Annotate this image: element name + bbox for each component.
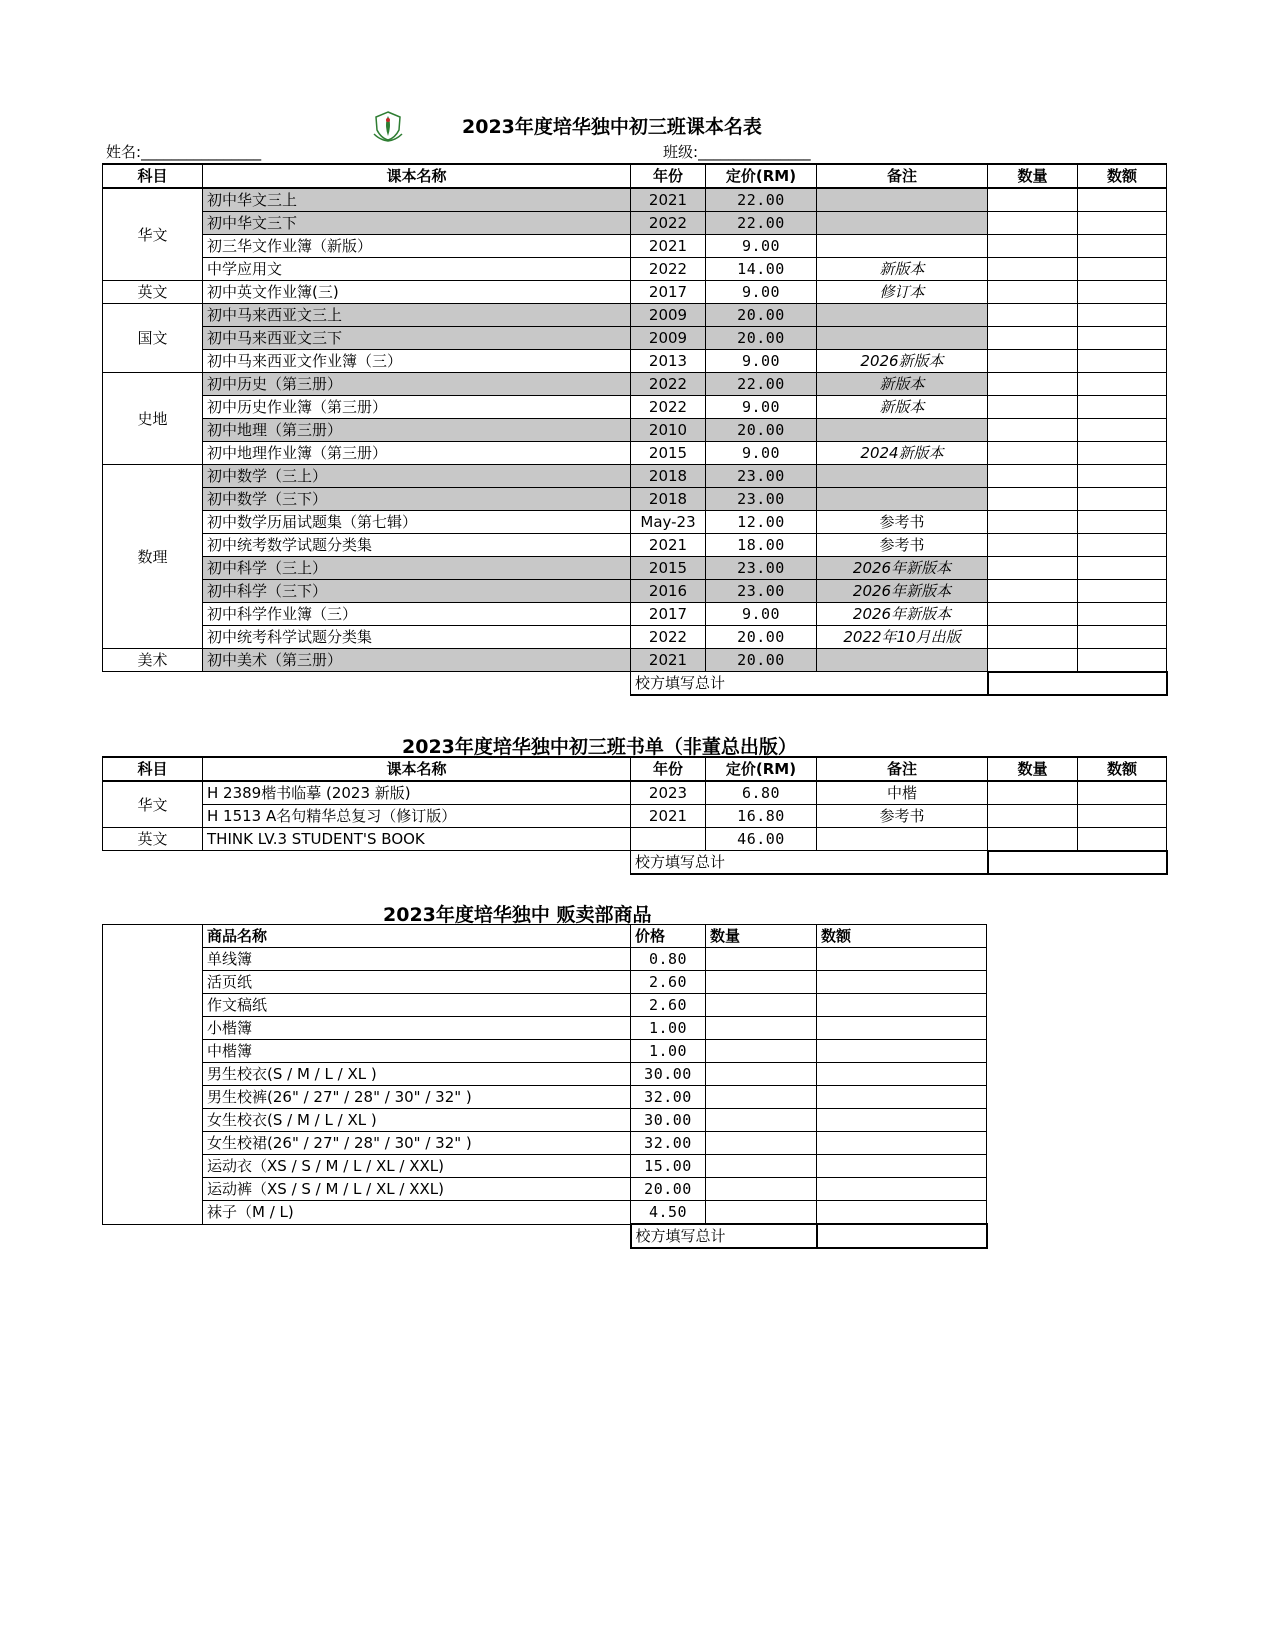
- name-label: 姓名:: [106, 143, 142, 161]
- price-cell: 30.00: [631, 1063, 706, 1086]
- blank-cell: [103, 851, 631, 875]
- book-name-cell: 初中统考数学试题分类集: [203, 534, 631, 557]
- column-header: 商品名称: [203, 925, 631, 948]
- note-cell: [817, 304, 988, 327]
- item-name-cell: 男生校衣(S / M / L / XL ): [203, 1063, 631, 1086]
- price-cell: 9.00: [706, 281, 817, 304]
- column-header: 课本名称: [203, 164, 631, 188]
- name-blank[interactable]: ________________: [141, 143, 262, 161]
- shop-item-row: [103, 1178, 987, 1201]
- book-row: [103, 465, 1167, 488]
- column-header: 数量: [988, 757, 1078, 781]
- quantity-cell[interactable]: [706, 948, 817, 971]
- nonpublisher-book-table: [102, 756, 1168, 875]
- year-cell: 2021: [631, 235, 706, 258]
- quantity-cell[interactable]: [706, 1178, 817, 1201]
- amount-cell[interactable]: [817, 1132, 987, 1155]
- amount-cell[interactable]: [1078, 304, 1167, 327]
- shop-item-row: [103, 1155, 987, 1178]
- amount-cell[interactable]: [1078, 350, 1167, 373]
- shop-item-row: [103, 1132, 987, 1155]
- book-row: [103, 350, 1167, 373]
- quantity-cell[interactable]: [988, 465, 1078, 488]
- quantity-cell[interactable]: [988, 603, 1078, 626]
- book-name-cell: 初中地理作业簿（第三册）: [203, 442, 631, 465]
- column-header: 数量: [706, 925, 817, 948]
- price-cell: 20.00: [706, 649, 817, 672]
- note-cell: 中楷: [817, 781, 988, 805]
- quantity-cell[interactable]: [988, 534, 1078, 557]
- year-cell: 2015: [631, 442, 706, 465]
- book-row: [103, 580, 1167, 603]
- subject-cell: 英文: [103, 828, 203, 851]
- book-name-cell: 初中马来西亚文三上: [203, 304, 631, 327]
- year-cell: 2015: [631, 557, 706, 580]
- item-name-cell: 中楷簿: [203, 1040, 631, 1063]
- note-cell: 2026年新版本: [817, 603, 988, 626]
- book-row: [103, 805, 1167, 828]
- class-blank[interactable]: _______________: [698, 143, 811, 161]
- price-cell: 46.00: [706, 828, 817, 851]
- book-row: [103, 235, 1167, 258]
- book-name-cell: 初中数学历届试题集（第七辑）: [203, 511, 631, 534]
- price-cell: 2.60: [631, 994, 706, 1017]
- book-name-cell: 初中历史作业簿（第三册）: [203, 396, 631, 419]
- quantity-cell[interactable]: [988, 212, 1078, 235]
- price-cell: 14.00: [706, 258, 817, 281]
- quantity-cell[interactable]: [988, 281, 1078, 304]
- note-cell: 新版本: [817, 373, 988, 396]
- quantity-cell[interactable]: [988, 580, 1078, 603]
- price-cell: 23.00: [706, 580, 817, 603]
- shop-item-row: [103, 1063, 987, 1086]
- book-name-cell: 初中科学（三下）: [203, 580, 631, 603]
- quantity-cell[interactable]: [706, 971, 817, 994]
- class-line: [663, 141, 811, 162]
- note-cell: [817, 235, 988, 258]
- item-name-cell: 女生校裙(26" / 27" / 28" / 30" / 32" ): [203, 1132, 631, 1155]
- amount-cell[interactable]: [1078, 781, 1167, 805]
- quantity-cell[interactable]: [988, 373, 1078, 396]
- column-header: 备注: [817, 757, 988, 781]
- page-title: 2023年度培华独中初三班课本名表: [462, 116, 762, 138]
- book-name-cell: H 1513 A名句精华总复习（修订版）: [203, 805, 631, 828]
- total-label: 校方填写总计: [631, 672, 988, 696]
- item-name-cell: 单线簿: [203, 948, 631, 971]
- quantity-cell[interactable]: [706, 1063, 817, 1086]
- note-cell: [817, 327, 988, 350]
- year-cell: [631, 828, 706, 851]
- year-cell: 2018: [631, 465, 706, 488]
- price-cell: 20.00: [631, 1178, 706, 1201]
- note-cell: 参考书: [817, 805, 988, 828]
- shop-item-row: [103, 1086, 987, 1109]
- quantity-cell[interactable]: [706, 1132, 817, 1155]
- amount-cell[interactable]: [1078, 327, 1167, 350]
- total-amount-cell[interactable]: [817, 1224, 987, 1248]
- amount-cell[interactable]: [1078, 442, 1167, 465]
- column-header: 年份: [631, 164, 706, 188]
- book-name-cell: THINK LV.3 STUDENT'S BOOK: [203, 828, 631, 851]
- price-cell: 9.00: [706, 350, 817, 373]
- book-name-cell: 初中华文三上: [203, 188, 631, 212]
- price-cell: 32.00: [631, 1086, 706, 1109]
- amount-cell[interactable]: [817, 994, 987, 1017]
- book-row: [103, 488, 1167, 511]
- quantity-cell[interactable]: [706, 1017, 817, 1040]
- quantity-cell[interactable]: [706, 1201, 817, 1225]
- book-row: [103, 534, 1167, 557]
- quantity-cell[interactable]: [988, 188, 1078, 212]
- quantity-cell[interactable]: [988, 626, 1078, 649]
- quantity-cell[interactable]: [988, 235, 1078, 258]
- book-name-cell: 初中科学（三上）: [203, 557, 631, 580]
- amount-cell[interactable]: [817, 1086, 987, 1109]
- quantity-cell[interactable]: [706, 1040, 817, 1063]
- item-name-cell: 活页纸: [203, 971, 631, 994]
- book-row: [103, 781, 1167, 805]
- price-cell: 9.00: [706, 396, 817, 419]
- blank-cell: [103, 672, 631, 696]
- year-cell: 2009: [631, 327, 706, 350]
- book-row: [103, 442, 1167, 465]
- column-header: 备注: [817, 164, 988, 188]
- price-cell: 22.00: [706, 212, 817, 235]
- book-name-cell: 初中科学作业簿（三）: [203, 603, 631, 626]
- table-header-row: [103, 164, 1167, 188]
- quantity-cell[interactable]: [988, 511, 1078, 534]
- note-cell: [817, 419, 988, 442]
- book-name-cell: 初中华文三下: [203, 212, 631, 235]
- price-cell: 15.00: [631, 1155, 706, 1178]
- price-cell: 16.80: [706, 805, 817, 828]
- price-cell: 20.00: [706, 327, 817, 350]
- price-cell: 9.00: [706, 603, 817, 626]
- total-amount-cell[interactable]: [988, 851, 1167, 875]
- book-name-cell: 初中英文作业簿(三): [203, 281, 631, 304]
- quantity-cell[interactable]: [988, 419, 1078, 442]
- item-name-cell: 男生校裤(26" / 27" / 28" / 30" / 32" ): [203, 1086, 631, 1109]
- column-header: 数额: [1078, 757, 1167, 781]
- book-name-cell: 初中美术（第三册）: [203, 649, 631, 672]
- price-cell: 6.80: [706, 781, 817, 805]
- amount-cell[interactable]: [1078, 534, 1167, 557]
- column-header: 科目: [103, 757, 203, 781]
- book-row: [103, 396, 1167, 419]
- shop-item-row: [103, 971, 987, 994]
- column-header: 定价(RM): [706, 164, 817, 188]
- blank-cell: [103, 1224, 631, 1248]
- subject-cell: 华文: [103, 188, 203, 281]
- amount-cell[interactable]: [1078, 580, 1167, 603]
- quantity-cell[interactable]: [706, 994, 817, 1017]
- book-row: [103, 603, 1167, 626]
- amount-cell[interactable]: [817, 1201, 987, 1225]
- note-cell: 参考书: [817, 534, 988, 557]
- column-header: 科目: [103, 164, 203, 188]
- price-cell: 22.00: [706, 373, 817, 396]
- shop-item-row: [103, 1201, 987, 1225]
- book-name-cell: 初中马来西亚文三下: [203, 327, 631, 350]
- book-row: [103, 511, 1167, 534]
- nonpublisher-list-title: 2023年度培华独中初三班书单（非董总出版）: [402, 736, 797, 758]
- price-cell: 9.00: [706, 442, 817, 465]
- total-row: [103, 1224, 987, 1248]
- note-cell: 2026年新版本: [817, 580, 988, 603]
- quantity-cell[interactable]: [988, 557, 1078, 580]
- book-row: [103, 281, 1167, 304]
- book-row: [103, 373, 1167, 396]
- price-cell: 20.00: [706, 626, 817, 649]
- note-cell: 新版本: [817, 396, 988, 419]
- amount-cell[interactable]: [1078, 373, 1167, 396]
- book-row: [103, 258, 1167, 281]
- book-row: [103, 419, 1167, 442]
- quantity-cell[interactable]: [988, 828, 1078, 851]
- year-cell: 2022: [631, 626, 706, 649]
- year-cell: May-23: [631, 511, 706, 534]
- note-cell: 新版本: [817, 258, 988, 281]
- price-cell: 20.00: [706, 419, 817, 442]
- class-label: 班级:: [663, 143, 699, 161]
- year-cell: 2022: [631, 396, 706, 419]
- quantity-cell[interactable]: [988, 396, 1078, 419]
- textbook-list-table: [102, 163, 1168, 696]
- item-name-cell: 运动裤（XS / S / M / L / XL / XXL): [203, 1178, 631, 1201]
- note-cell: 2024新版本: [817, 442, 988, 465]
- book-name-cell: 初中数学（三上）: [203, 465, 631, 488]
- book-row: [103, 626, 1167, 649]
- book-name-cell: 中学应用文: [203, 258, 631, 281]
- year-cell: 2016: [631, 580, 706, 603]
- price-cell: 1.00: [631, 1040, 706, 1063]
- amount-cell[interactable]: [1078, 828, 1167, 851]
- price-cell: 23.00: [706, 557, 817, 580]
- total-row: [103, 672, 1167, 696]
- note-cell: 参考书: [817, 511, 988, 534]
- price-cell: 4.50: [631, 1201, 706, 1225]
- blank-cell: [103, 925, 203, 1225]
- book-name-cell: 初三华文作业簿（新版）: [203, 235, 631, 258]
- amount-cell[interactable]: [1078, 805, 1167, 828]
- note-cell: [817, 212, 988, 235]
- subject-cell: 数理: [103, 465, 203, 649]
- year-cell: 2022: [631, 373, 706, 396]
- price-cell: 12.00: [706, 511, 817, 534]
- year-cell: 2022: [631, 212, 706, 235]
- column-header: 数额: [817, 925, 987, 948]
- book-name-cell: H 2389楷书临摹 (2023 新版): [203, 781, 631, 805]
- book-row: [103, 304, 1167, 327]
- amount-cell[interactable]: [817, 1017, 987, 1040]
- book-name-cell: 初中历史（第三册）: [203, 373, 631, 396]
- column-header: 数量: [988, 164, 1078, 188]
- amount-cell[interactable]: [1078, 488, 1167, 511]
- amount-cell[interactable]: [817, 1155, 987, 1178]
- subject-cell: 华文: [103, 781, 203, 828]
- amount-cell[interactable]: [1078, 258, 1167, 281]
- quantity-cell[interactable]: [988, 327, 1078, 350]
- amount-cell[interactable]: [1078, 281, 1167, 304]
- book-row: [103, 327, 1167, 350]
- note-cell: [817, 465, 988, 488]
- quantity-cell[interactable]: [988, 781, 1078, 805]
- quantity-cell[interactable]: [988, 304, 1078, 327]
- year-cell: 2017: [631, 603, 706, 626]
- price-cell: 32.00: [631, 1132, 706, 1155]
- amount-cell[interactable]: [817, 1040, 987, 1063]
- amount-cell[interactable]: [1078, 188, 1167, 212]
- year-cell: 2023: [631, 781, 706, 805]
- amount-cell[interactable]: [817, 1109, 987, 1132]
- year-cell: 2021: [631, 534, 706, 557]
- book-row: [103, 649, 1167, 672]
- item-name-cell: 袜子（M / L): [203, 1201, 631, 1225]
- column-header: 数额: [1078, 164, 1167, 188]
- amount-cell[interactable]: [1078, 511, 1167, 534]
- quantity-cell[interactable]: [706, 1086, 817, 1109]
- year-cell: 2022: [631, 258, 706, 281]
- amount-cell[interactable]: [1078, 235, 1167, 258]
- quantity-cell[interactable]: [988, 488, 1078, 511]
- amount-cell[interactable]: [1078, 419, 1167, 442]
- amount-cell[interactable]: [817, 971, 987, 994]
- book-name-cell: 初中统考科学试题分类集: [203, 626, 631, 649]
- note-cell: [817, 488, 988, 511]
- price-cell: 2.60: [631, 971, 706, 994]
- quantity-cell[interactable]: [706, 1109, 817, 1132]
- book-row: [103, 828, 1167, 851]
- item-name-cell: 作文稿纸: [203, 994, 631, 1017]
- price-cell: 23.00: [706, 488, 817, 511]
- subject-cell: 国文: [103, 304, 203, 373]
- year-cell: 2009: [631, 304, 706, 327]
- amount-cell[interactable]: [1078, 626, 1167, 649]
- book-row: [103, 557, 1167, 580]
- shop-item-row: [103, 994, 987, 1017]
- price-cell: 30.00: [631, 1109, 706, 1132]
- item-name-cell: 女生校衣(S / M / L / XL ): [203, 1109, 631, 1132]
- name-line: [106, 141, 261, 162]
- item-name-cell: 小楷簿: [203, 1017, 631, 1040]
- total-row: [103, 851, 1167, 875]
- price-cell: 20.00: [706, 304, 817, 327]
- year-cell: 2018: [631, 488, 706, 511]
- note-cell: 2022年10月出版: [817, 626, 988, 649]
- amount-cell[interactable]: [817, 1178, 987, 1201]
- year-cell: 2021: [631, 188, 706, 212]
- shop-item-row: [103, 1040, 987, 1063]
- total-amount-cell[interactable]: [988, 672, 1167, 696]
- note-cell: [817, 828, 988, 851]
- price-cell: 1.00: [631, 1017, 706, 1040]
- price-cell: 18.00: [706, 534, 817, 557]
- note-cell: 修订本: [817, 281, 988, 304]
- note-cell: [817, 649, 988, 672]
- quantity-cell[interactable]: [988, 350, 1078, 373]
- shop-list-title: 2023年度培华独中 贩卖部商品: [383, 904, 652, 926]
- quantity-cell[interactable]: [988, 442, 1078, 465]
- quantity-cell[interactable]: [988, 649, 1078, 672]
- amount-cell[interactable]: [1078, 649, 1167, 672]
- quantity-cell[interactable]: [988, 258, 1078, 281]
- price-cell: 22.00: [706, 188, 817, 212]
- note-cell: 2026年新版本: [817, 557, 988, 580]
- table-header-row: [103, 925, 987, 948]
- shop-item-row: [103, 1109, 987, 1132]
- quantity-cell[interactable]: [988, 805, 1078, 828]
- school-crest-logo: [370, 110, 406, 142]
- total-label: 校方填写总计: [631, 1224, 817, 1248]
- price-cell: 9.00: [706, 235, 817, 258]
- price-cell: 0.80: [631, 948, 706, 971]
- shop-item-row: [103, 1017, 987, 1040]
- shop-item-row: [103, 948, 987, 971]
- item-name-cell: 运动衣（XS / S / M / L / XL / XXL): [203, 1155, 631, 1178]
- price-cell: 23.00: [706, 465, 817, 488]
- table-header-row: [103, 757, 1167, 781]
- amount-cell[interactable]: [817, 1063, 987, 1086]
- book-name-cell: 初中地理（第三册）: [203, 419, 631, 442]
- book-row: [103, 212, 1167, 235]
- year-cell: 2013: [631, 350, 706, 373]
- shop-items-table: [102, 924, 988, 1249]
- year-cell: 2010: [631, 419, 706, 442]
- note-cell: [817, 188, 988, 212]
- column-header: 年份: [631, 757, 706, 781]
- amount-cell[interactable]: [1078, 557, 1167, 580]
- amount-cell[interactable]: [817, 948, 987, 971]
- amount-cell[interactable]: [1078, 603, 1167, 626]
- year-cell: 2017: [631, 281, 706, 304]
- quantity-cell[interactable]: [706, 1155, 817, 1178]
- amount-cell[interactable]: [1078, 212, 1167, 235]
- column-header: 课本名称: [203, 757, 631, 781]
- book-name-cell: 初中数学（三下）: [203, 488, 631, 511]
- subject-cell: 英文: [103, 281, 203, 304]
- book-name-cell: 初中马来西亚文作业簿（三）: [203, 350, 631, 373]
- amount-cell[interactable]: [1078, 465, 1167, 488]
- column-header: 价格: [631, 925, 706, 948]
- subject-cell: 史地: [103, 373, 203, 465]
- column-header: 定价(RM): [706, 757, 817, 781]
- total-label: 校方填写总计: [631, 851, 988, 875]
- note-cell: 2026新版本: [817, 350, 988, 373]
- amount-cell[interactable]: [1078, 396, 1167, 419]
- year-cell: 2021: [631, 649, 706, 672]
- year-cell: 2021: [631, 805, 706, 828]
- subject-cell: 美术: [103, 649, 203, 672]
- book-row: [103, 188, 1167, 212]
